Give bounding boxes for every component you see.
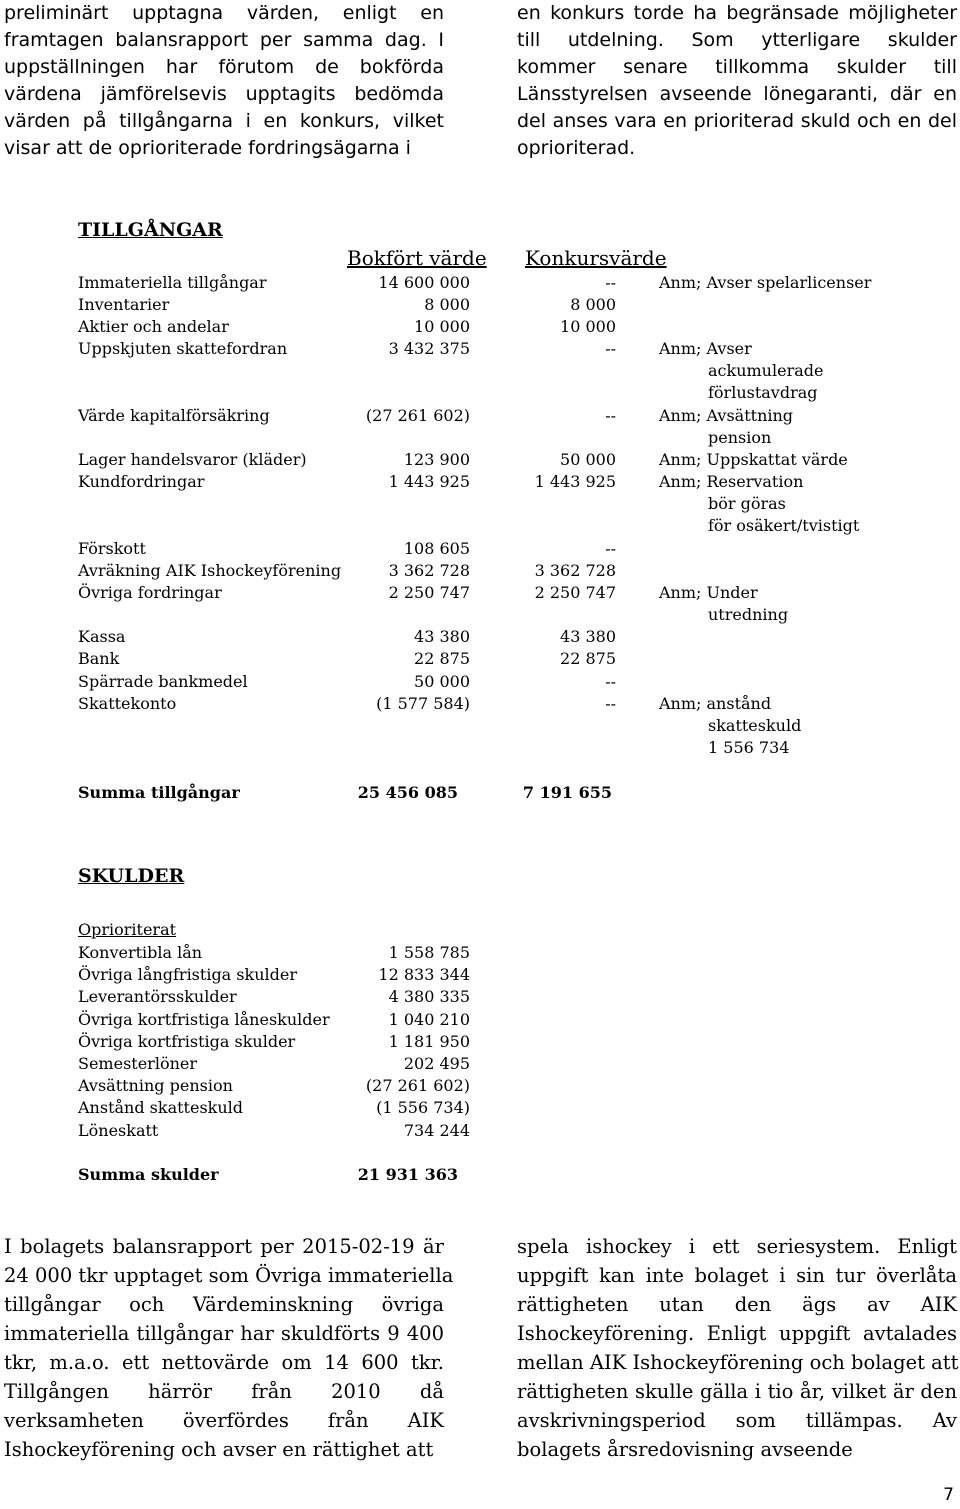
bankruptcy-value-column-header: Konkursvärde <box>525 246 667 270</box>
outro-left-line: 24 000 tkr upptaget som Övriga immateriella <box>4 1264 454 1287</box>
liability-row <box>78 942 470 964</box>
asset-row <box>78 693 878 757</box>
asset-book-value: 123 900 <box>403 450 470 469</box>
intro-right-line: till utdelning. Som ytterligare skulder <box>517 29 957 51</box>
asset-book-value: 8 000 <box>424 295 470 314</box>
liabilities-heading: SKULDER <box>78 865 185 887</box>
asset-label: Avräkning AIK Ishockeyförening <box>78 561 342 580</box>
outro-right-line: avskrivningsperiod som tillämpas. Av <box>517 1409 957 1432</box>
asset-bankruptcy-value: -- <box>605 539 616 558</box>
asset-book-value: 14 600 000 <box>378 273 470 292</box>
intro-right-line: kommer senare tillkomma skulder till <box>517 56 957 78</box>
asset-row <box>78 449 878 471</box>
intro-right-line: del anses vara en prioriterad skuld och en del <box>517 110 957 132</box>
intro-left-line: värden på tillgångarna i en konkurs, vilket <box>4 110 444 132</box>
asset-row <box>78 648 878 670</box>
intro-left-line: värdena jämförelsevis upptagits bedömda <box>4 83 444 105</box>
asset-bankruptcy-value: 10 000 <box>560 317 616 336</box>
asset-note: Anm; Uppskattat värde <box>659 450 848 469</box>
intro-right-line: Länsstyrelsen avseende lönegaranti, där en <box>517 83 957 105</box>
asset-label: Bank <box>78 649 120 668</box>
asset-bankruptcy-value: -- <box>605 273 616 292</box>
intro-left-line: uppställningen har förutom de bokförda <box>4 56 444 78</box>
liability-label: Anstånd skatteskuld <box>78 1098 244 1118</box>
asset-bankruptcy-value: 22 875 <box>560 649 616 668</box>
outro-right-line: rättigheten skulle gälla i tio år, vilket är den <box>517 1380 957 1403</box>
outro-left-line: tkr, m.a.o. ett nettovärde om 14 600 tkr. <box>4 1351 444 1374</box>
asset-bankruptcy-value: -- <box>605 339 616 358</box>
asset-label: Aktier och andelar <box>78 317 229 336</box>
asset-book-value: 50 000 <box>414 672 470 691</box>
liability-label: Semesterlöner <box>78 1054 197 1073</box>
liability-book-value: 1 181 950 <box>388 1031 470 1051</box>
asset-label: Uppskjuten skattefordran <box>78 339 288 358</box>
asset-book-value: 3 432 375 <box>388 339 470 358</box>
outro-left-column <box>4 1232 454 1464</box>
intro-left-line: visar att de oprioriterade fordringsägarna i <box>4 137 411 159</box>
asset-bankruptcy-value: 1 443 925 <box>534 472 616 491</box>
asset-note: Anm; Avsättning pension <box>659 406 794 447</box>
outro-left-line: I bolagets balansrapport per 2015-02-19 är <box>4 1235 444 1258</box>
asset-book-value: 2 250 747 <box>388 583 470 602</box>
liability-row <box>78 964 470 986</box>
liability-label: Övriga långfristiga skulder <box>78 965 297 985</box>
liability-row <box>78 986 470 1008</box>
outro-right-line: bolagets årsredovisning avseende <box>517 1438 853 1461</box>
asset-bankruptcy-value: -- <box>605 406 616 425</box>
liability-book-value: (1 556 734) <box>376 1098 470 1118</box>
unprioritized-subheading: Oprioriterat <box>78 920 177 939</box>
intro-right-line: oprioriterad. <box>517 137 636 159</box>
asset-note: Anm; Reservation bör göras för osäkert/tvistigt <box>659 472 860 535</box>
asset-row <box>78 405 878 447</box>
assets-total-book: 25 456 085 <box>357 783 458 802</box>
asset-row <box>78 272 878 294</box>
asset-row <box>78 338 878 402</box>
asset-row <box>78 671 878 693</box>
asset-row <box>78 471 878 535</box>
liability-book-value: 202 495 <box>403 1054 470 1073</box>
asset-label: Immateriella tillgångar <box>78 273 267 292</box>
liability-book-value: (27 261 602) <box>365 1076 470 1096</box>
asset-row <box>78 626 878 648</box>
liability-row <box>78 1097 470 1119</box>
intro-left-line: preliminärt upptagna värden, enligt en <box>4 2 444 24</box>
assets-heading: TILLGÅNGAR <box>78 219 223 241</box>
liability-label: Konvertibla lån <box>78 943 203 962</box>
outro-left-line: verksamheten överfördes från AIK <box>4 1409 444 1432</box>
outro-left-line: tillgångar och Värdeminskning övriga <box>4 1293 444 1316</box>
asset-label: Lager handelsvaror (kläder) <box>78 450 307 469</box>
asset-book-value: 10 000 <box>414 317 470 336</box>
liability-book-value: 1 040 210 <box>388 1009 470 1029</box>
outro-right-column <box>517 1232 957 1464</box>
assets-total-bankruptcy: 7 191 655 <box>522 783 612 802</box>
liability-label: Löneskatt <box>78 1120 159 1140</box>
asset-label: Spärrade bankmedel <box>78 672 248 691</box>
outro-left-line: Tillgången härrör från 2010 då <box>4 1380 444 1403</box>
asset-note: Anm; Avser spelarlicenser <box>659 273 872 292</box>
liabilities-total-row <box>78 1164 458 1186</box>
asset-bankruptcy-value: -- <box>605 694 616 713</box>
asset-row <box>78 560 878 582</box>
liability-row <box>78 1031 470 1053</box>
liability-row <box>78 1075 470 1097</box>
asset-label: Övriga fordringar <box>78 583 222 602</box>
asset-book-value: (27 261 602) <box>365 406 470 425</box>
liability-row <box>78 1053 470 1075</box>
asset-note: Anm; Avser ackumulerade förlustavdrag <box>659 339 824 402</box>
intro-right-line: en konkurs torde ha begränsade möjligheter <box>517 2 957 24</box>
assets-total-row <box>78 782 618 804</box>
liability-label: Leverantörsskulder <box>78 987 237 1007</box>
liability-book-value: 1 558 785 <box>388 943 470 962</box>
liability-book-value: 12 833 344 <box>378 965 470 985</box>
outro-right-line: uppgift kan inte bolaget i sin tur överlåta <box>517 1264 957 1287</box>
asset-row <box>78 316 878 338</box>
asset-book-value: 22 875 <box>414 649 470 668</box>
liabilities-total-label: Summa skulder <box>78 1165 219 1184</box>
liabilities-total-book: 21 931 363 <box>357 1165 458 1184</box>
asset-label: Inventarier <box>78 295 170 314</box>
asset-row <box>78 294 878 316</box>
asset-book-value: 3 362 728 <box>388 561 470 580</box>
intro-left-line: framtagen balansrapport per samma dag. I <box>4 29 444 51</box>
assets-total-label: Summa tillgångar <box>78 783 240 802</box>
outro-right-line: Ishockeyförening. Enligt uppgift avtalades <box>517 1322 957 1345</box>
asset-label: Kassa <box>78 627 126 646</box>
outro-right-line: spela ishockey i ett seriesystem. Enligt <box>517 1235 957 1258</box>
liability-row <box>78 1009 470 1031</box>
intro-left-column <box>4 0 444 162</box>
liability-label: Övriga kortfristiga skulder <box>78 1031 296 1051</box>
asset-bankruptcy-value: 43 380 <box>560 627 616 646</box>
asset-note: Anm; anstånd skatteskuld 1 556 734 <box>659 694 802 757</box>
liability-book-value: 4 380 335 <box>388 987 470 1007</box>
asset-note: Anm; Under utredning <box>659 583 789 624</box>
page-number: 7 <box>943 1485 954 1505</box>
outro-left-line: immateriella tillgångar har skuldförts 9 400 <box>4 1322 444 1345</box>
book-value-column-header: Bokfört värde <box>347 246 487 270</box>
asset-label: Kundfordringar <box>78 472 205 491</box>
liability-book-value: 734 244 <box>403 1120 470 1140</box>
liability-label: Övriga kortfristiga låneskulder <box>78 1009 330 1029</box>
asset-bankruptcy-value: -- <box>605 672 616 691</box>
outro-right-line: mellan AIK Ishockeyförening och bolaget att <box>517 1351 959 1374</box>
asset-label: Förskott <box>78 539 146 558</box>
asset-bankruptcy-value: 8 000 <box>570 295 616 314</box>
liability-label: Avsättning pension <box>78 1076 233 1096</box>
asset-label: Skattekonto <box>78 694 177 713</box>
asset-bankruptcy-value: 3 362 728 <box>534 561 616 580</box>
outro-right-line: rättigheten utan den ägs av AIK <box>517 1293 957 1316</box>
asset-bankruptcy-value: 50 000 <box>560 450 616 469</box>
outro-left-line: Ishockeyförening och avser en rättighet att <box>4 1438 434 1461</box>
intro-right-column <box>517 0 957 162</box>
asset-bankruptcy-value: 2 250 747 <box>534 583 616 602</box>
asset-book-value: (1 577 584) <box>376 694 470 713</box>
asset-book-value: 108 605 <box>403 539 470 558</box>
asset-row <box>78 538 878 560</box>
asset-row <box>78 582 878 624</box>
asset-book-value: 1 443 925 <box>388 472 470 491</box>
liability-row <box>78 1120 470 1142</box>
asset-book-value: 43 380 <box>414 627 470 646</box>
asset-label: Värde kapitalförsäkring <box>78 406 270 425</box>
